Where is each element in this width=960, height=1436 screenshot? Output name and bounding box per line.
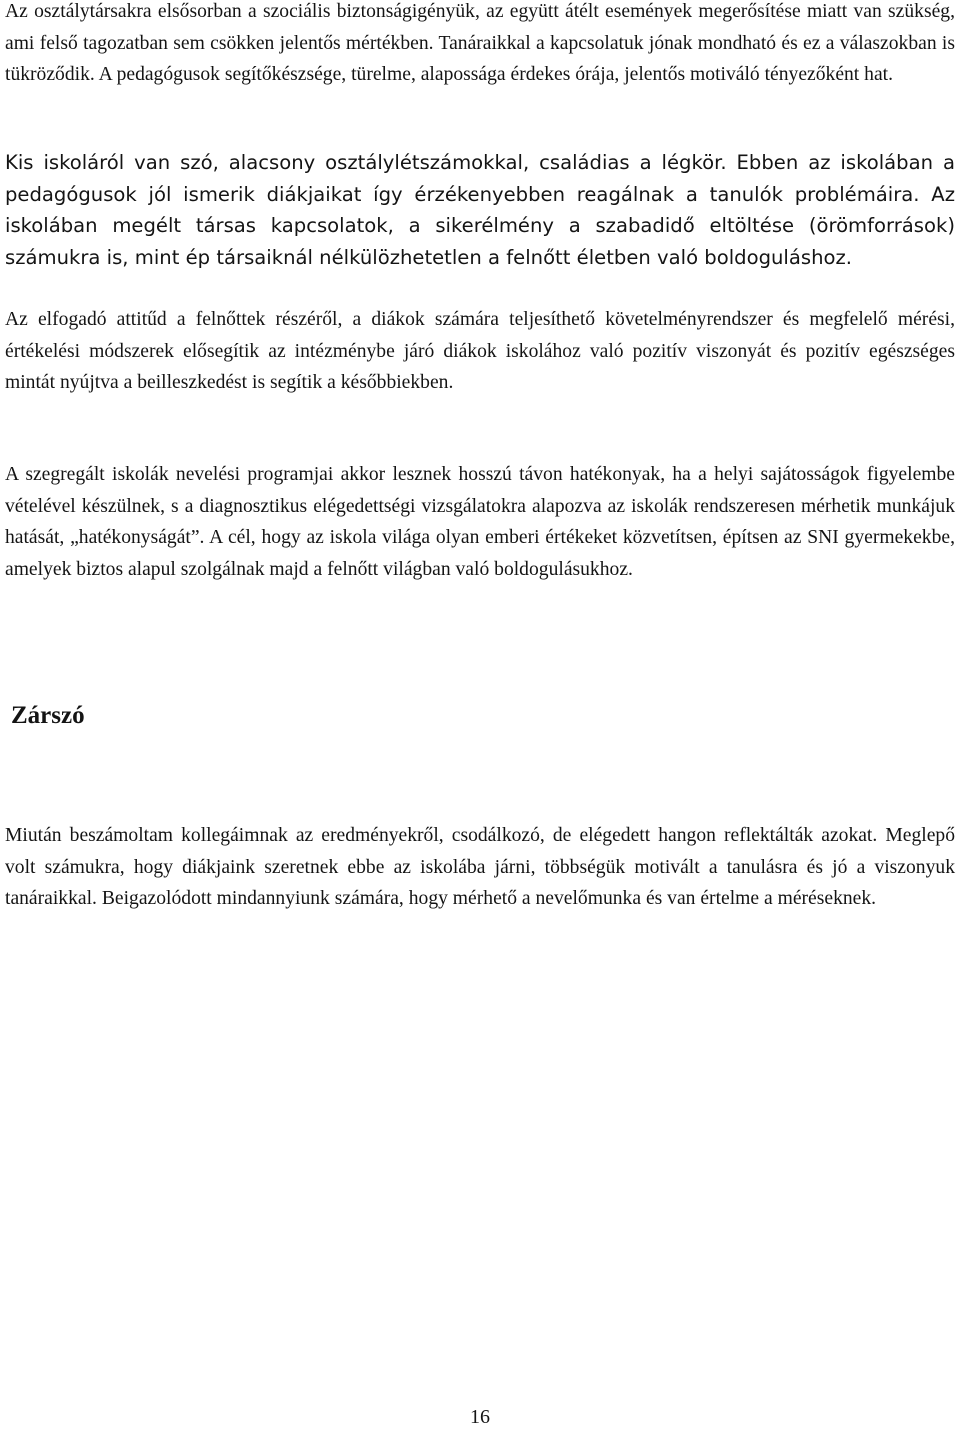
paragraph: Miután beszámoltam kollegáimnak az eredményekről, csodálkozó, de elégedett hangon reflektálták azokat. Meglepő volt számukra, hogy diákjaink szeretnek ebbe az iskolába járni, többségük motivált a tanulásra és jó a viszonyuk tanáraikkal. Beigazolódott mindannyiunk számára, hogy mérhető a nevelőmunka és van értelme a méréseknek.: [5, 825, 955, 909]
paragraph: A szegregált iskolák nevelési programjai akkor lesznek hosszú távon hatékonyak, ha a helyi sajátosságok figyelembe vételével készülnek, s a diagnosztikus elégedettségi vizsgálatokra alapozva az iskolák rendszeresen mérhetik munkájuk hatását, „hatékonyságát”. A cél, hogy az iskola világa olyan emberi értékeket közvetítsen, építsen az SNI gyermekekbe, amelyek biztos alapul szolgálnak majd a felnőtt világban való boldogulásukhoz.: [5, 464, 955, 580]
section-heading: Zárszó: [11, 702, 85, 729]
paragraph: Az elfogadó attitűd a felnőttek részéről, a diákok számára teljesíthető követelményrendszer és megfelelő mérési, értékelési módszerek elősegítik az intézménybe járó diákok iskolához való pozitív viszonyát és pozitív egészséges mintát nyújtva a beilleszkedést is segítik a későbbiekben.: [5, 309, 955, 393]
paragraph: Az osztálytársakra elsősorban a szociális biztonságigényük, az együtt átélt események megerősítése miatt van szükség, ami felső tagozatban sem csökken jelentős mértékben. Tanáraikkal a kapcsolatuk jónak mondható és ez a válaszokban is tükröződik. A pedagógusok segítőkészsége, türelme, alapossága érdekes órája, jelentős motiváló tényezőként hat.: [5, 1, 955, 85]
page-number: 16: [470, 1406, 490, 1428]
paragraph: Kis iskoláról van szó, alacsony osztálylétszámokkal, családias a légkör. Ebben az iskolában a pedagógusok jól ismerik diákjaikat így érzékenyebben reagálnak a tanulók problémáira. Az iskolában megélt társas kapcsolatok, a sikerélmény a szabadidő eltöltése (örömforrások) számukra is, mint ép társaiknál nélkülözhetetlen a felnőtt életben való boldoguláshoz.: [5, 151, 955, 269]
document-page: [5, 0, 955, 1436]
